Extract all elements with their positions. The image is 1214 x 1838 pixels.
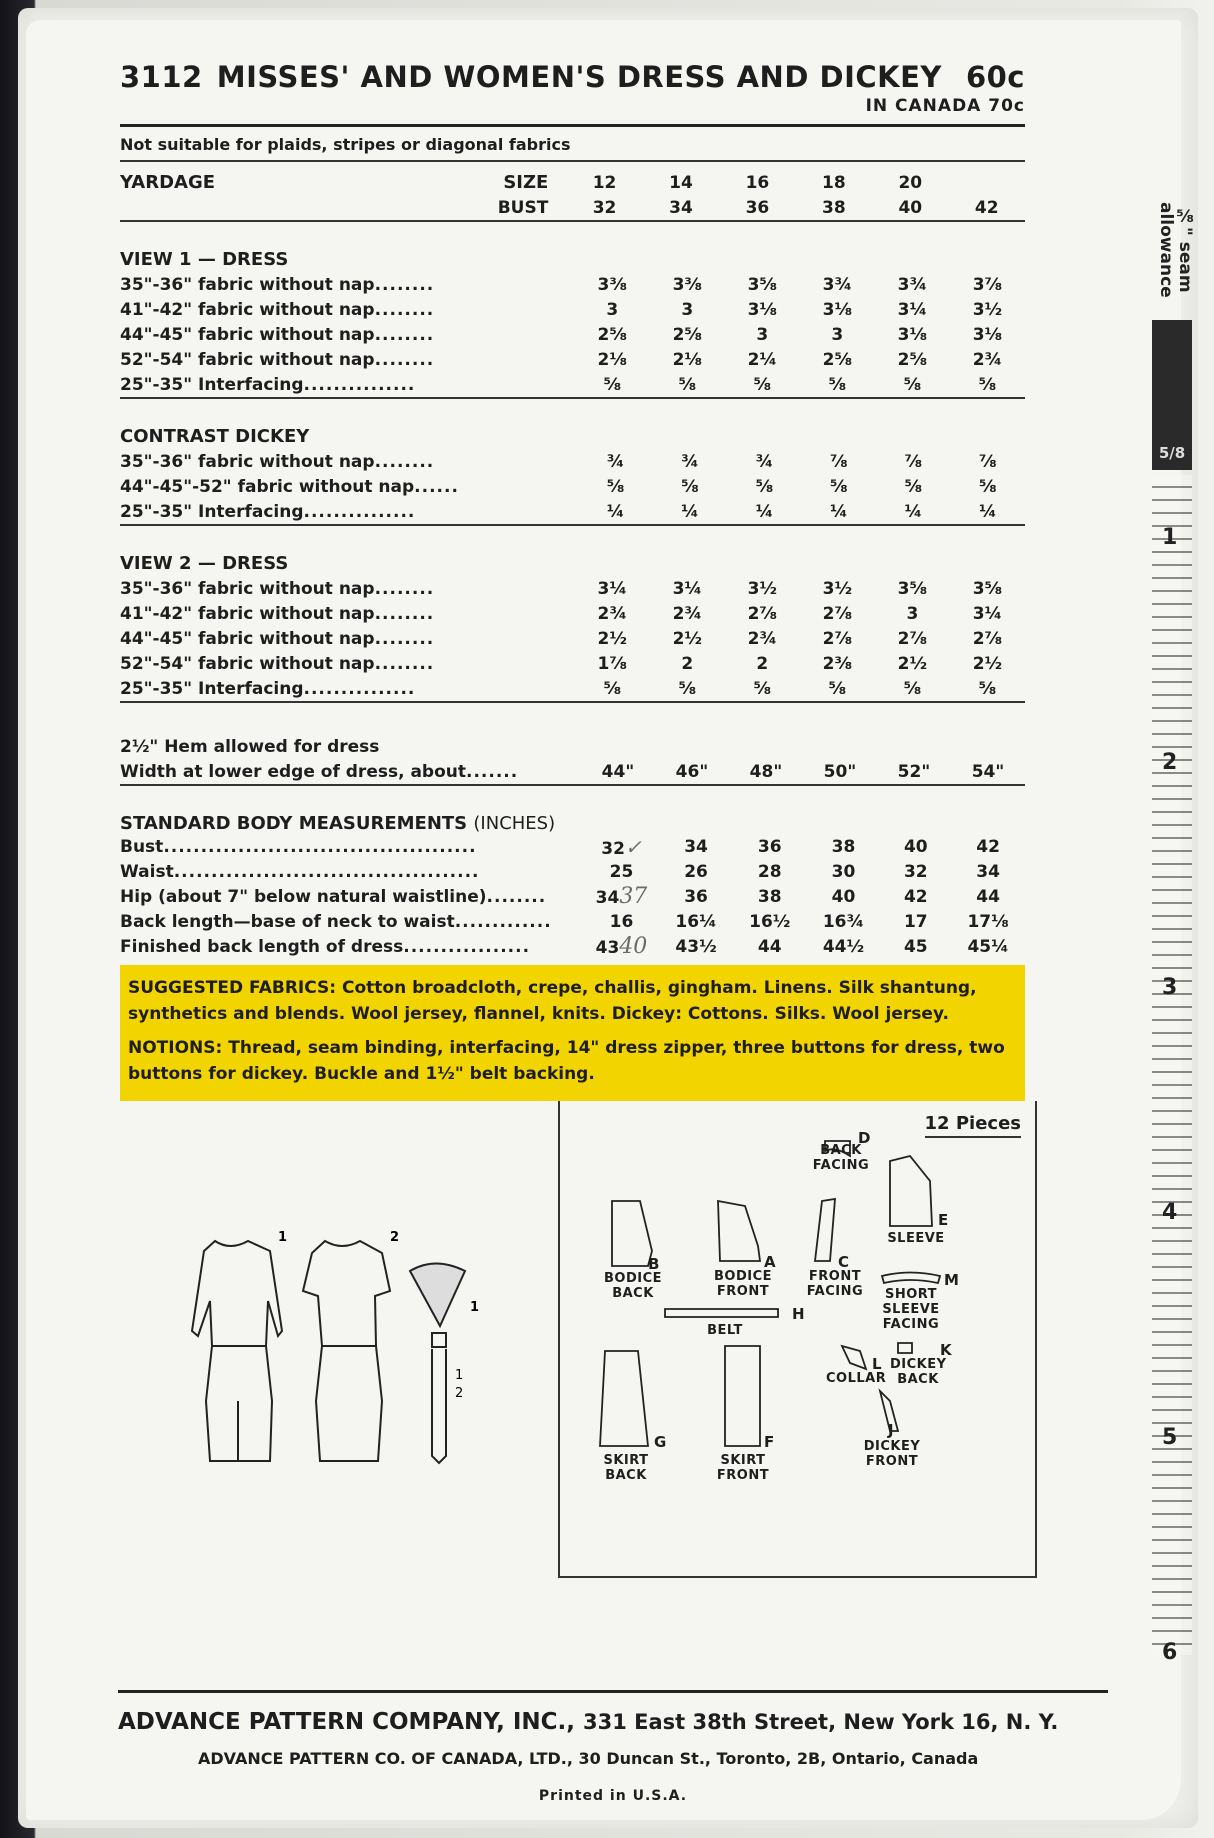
measurement-value: 42 <box>903 886 928 907</box>
measurement-value: 38 <box>757 886 782 907</box>
width-value: 52" <box>897 761 931 782</box>
fabrics-text: Cotton broadcloth, crepe, challis, gingham. Linens. Silk shantung, synthetics and blends. Wool jersey, flannel, knits. Dickey: Cottons. Silks. Wool jersey. <box>128 978 977 1024</box>
measurement-label: Bust <box>120 836 164 857</box>
dickey-heading: CONTRAST DICKEY <box>120 426 310 447</box>
view1-table <box>120 247 1025 424</box>
measurement-value: 34 <box>976 861 1000 882</box>
yardage-value: 3⅛ <box>897 324 928 345</box>
measurement-value: 36 <box>757 836 782 857</box>
piece-label-bodice-back: B BODICE BACK <box>603 1255 662 1301</box>
yardage-value: ¼ <box>904 501 923 522</box>
divider <box>118 1690 1108 1693</box>
yardage-value: ⅝ <box>903 374 922 395</box>
yardage-row: 41"-42" fabric without nap........ 2¾ 2¾ 2⅞ 2⅞ 3 3¼ <box>120 601 1025 626</box>
yardage-value: ⅝ <box>828 678 847 699</box>
fabric-note: Not suitable for plaids, stripes or diagonal fabrics <box>120 135 571 154</box>
measurement-value: 26 <box>684 861 708 882</box>
yardage-row: 44"-45" fabric without nap........ 2½ 2½ 2¾ 2⅞ 2⅞ 2⅞ <box>120 626 1025 651</box>
width-value: 48" <box>749 761 783 782</box>
ruler-mark: 5/8 <box>1158 444 1186 462</box>
yardage-value: ⅝ <box>904 476 923 497</box>
piece-front-facing <box>815 1199 835 1261</box>
piece-skirt-back <box>600 1351 648 1446</box>
yardage-value: 3¾ <box>822 274 853 295</box>
notions-label: NOTIONS: <box>128 1038 223 1058</box>
yardage-value: ¼ <box>830 501 848 522</box>
yardage-value: 2¾ <box>597 603 627 624</box>
belt-view-number: 2 <box>455 1386 464 1401</box>
piece-label-front-facing: C FRONT FACING <box>806 1253 864 1299</box>
row-label: 52"-54" fabric without nap <box>120 653 375 674</box>
measurement-row: Waist......................................... 25 26 28 30 32 34 <box>120 861 1000 882</box>
yardage-value: 3⅝ <box>897 578 928 599</box>
yardage-value: ¼ <box>606 501 625 522</box>
price: 60c <box>965 60 1025 94</box>
piece-label-short-sleeve-facing: M SHORT SLEEVE FACING <box>882 1271 960 1332</box>
measurement-row: Bust.......................................... 32✓ 34 36 38 40 42 <box>120 834 1000 859</box>
measurement-label: Waist <box>120 861 174 882</box>
width-row: Width at lower edge of dress, about....... 44" 46" 48" 50" 52" 54" <box>120 759 1025 785</box>
yardage-value: 3⅜ <box>597 274 627 295</box>
measurement-value: 40 <box>831 886 856 907</box>
yardage-value: ⅝ <box>828 374 847 395</box>
width-label: Width at lower edge of dress, about <box>120 761 467 782</box>
measurement-label: Finished back length of dress <box>120 936 404 957</box>
ruler-black-band <box>1152 320 1192 470</box>
ruler-number: 4 <box>1162 1200 1178 1225</box>
ruler-number: 5 <box>1162 1425 1178 1450</box>
ruler-number: 2 <box>1162 750 1178 775</box>
ruler-number: 6 <box>1162 1640 1178 1665</box>
view2-heading: VIEW 2 — DRESS <box>120 553 289 574</box>
view1-number: 1 <box>278 1230 288 1245</box>
measurement-value: 43 <box>595 938 620 958</box>
measurement-value: 44 <box>757 936 782 957</box>
pattern-title <box>120 60 1025 94</box>
bust-row <box>120 195 1025 221</box>
yardage-value: 2¼ <box>747 349 778 370</box>
yardage-value: 3⅞ <box>972 274 1003 295</box>
bust-value: 40 <box>898 197 923 218</box>
measurement-value: 16½ <box>749 911 791 932</box>
row-label: 44"-45" fabric without nap <box>120 324 375 345</box>
measurements-title: STANDARD BODY MEASUREMENTS <box>120 813 468 834</box>
yardage-value: ⅝ <box>978 678 997 699</box>
view-drawings <box>120 1101 550 1581</box>
yardage-value: 2 <box>681 653 694 674</box>
yardage-value: 2¾ <box>747 628 778 649</box>
yardage-value: 3¼ <box>897 299 928 320</box>
yardage-value: ¼ <box>681 501 699 522</box>
measurement-row: Back length—base of neck to waist............. 16 16¼ 16½ 16¾ 17 17⅛ <box>120 911 1009 932</box>
yardage-value: 3 <box>756 324 769 345</box>
hem-allowance: 2½" Hem allowed for dress <box>120 736 380 757</box>
measurement-row: Finished back length of dress................. 4340 43½ 44 44½ 45 45¼ <box>120 934 1009 959</box>
yardage-value: 3 <box>606 299 619 320</box>
size-value: 14 <box>669 172 693 193</box>
row-label: 52"-54" fabric without nap <box>120 349 375 370</box>
row-label: 25"-35" Interfacing <box>120 501 304 522</box>
canada-company: ADVANCE PATTERN CO. OF CANADA, LTD., 30 Duncan St., Toronto, 2B, Ontario, Canada <box>198 1749 979 1768</box>
yardage-value: ¼ <box>755 501 774 522</box>
row-label: 25"-35" Interfacing <box>120 678 304 699</box>
yardage-label: YARDAGE <box>120 172 216 193</box>
yardage-value: ⅝ <box>603 678 622 699</box>
piece-belt <box>665 1309 778 1317</box>
yardage-value: 3¼ <box>972 603 1003 624</box>
yardage-value: 3¼ <box>672 578 702 599</box>
piece-sleeve <box>890 1156 932 1226</box>
pieces-drawing <box>560 1101 1035 1576</box>
measurement-value: 44½ <box>822 936 865 957</box>
notions-text: Thread, seam binding, interfacing, 14" dress zipper, three buttons for dress, two buttons for dickey. Buckle and 1½" belt backing. <box>128 1038 1005 1084</box>
yardage-value: ⅞ <box>830 451 848 472</box>
size-row <box>120 162 1025 195</box>
dickey-table <box>120 424 1025 551</box>
yardage-row: 35"-36" fabric without nap........ ¾ ¾ ¾ ⅞ ⅞ ⅞ <box>120 449 1025 474</box>
size-value <box>949 162 1025 195</box>
yardage-value: ¾ <box>755 451 774 472</box>
yardage-value: 3½ <box>972 299 1003 320</box>
view1-heading: VIEW 1 — DRESS <box>120 249 289 270</box>
piece-label-skirt-front: F SKIRT FRONT <box>716 1433 775 1483</box>
measurement-value: 25 <box>609 861 634 882</box>
handwritten-note: 37 <box>619 884 648 909</box>
yardage-value: 2½ <box>897 653 928 674</box>
measurements-heading <box>120 811 1025 834</box>
yardage-value: 3 <box>681 299 694 320</box>
row-label: 35"-36" fabric without nap <box>120 578 375 599</box>
measurements-grid <box>120 834 1025 959</box>
yardage-value: 2⅞ <box>897 628 928 649</box>
yardage-value: 3 <box>906 603 919 624</box>
yardage-value: ¾ <box>606 451 625 472</box>
handwritten-note: ✓ <box>624 834 642 859</box>
measurement-value: 17 <box>903 911 928 932</box>
bust-value: 34 <box>669 197 693 218</box>
width-value: 44" <box>601 761 635 782</box>
measurement-value: 32 <box>601 838 625 859</box>
measurement-label: Back length—base of neck to waist <box>120 911 455 932</box>
piece-label-bodice-front: A BODICE FRONT <box>713 1253 777 1299</box>
yardage-row: 52"-54" fabric without nap........ 2⅛ 2⅛ 2¼ 2⅝ 2⅝ 2¾ <box>120 347 1025 372</box>
handwritten-note: 40 <box>619 934 648 959</box>
row-label: 41"-42" fabric without nap <box>120 299 375 320</box>
yardage-row: 25"-35" Interfacing............... ⅝ ⅝ ⅝ ⅝ ⅝ ⅝ <box>120 676 1025 702</box>
yardage-value: ¾ <box>681 451 699 472</box>
measurement-label: Hip (about 7" below natural waistline) <box>120 886 487 907</box>
yardage-value: ⅝ <box>678 678 697 699</box>
view2-table <box>120 551 1025 728</box>
yardage-value: 2⅛ <box>672 349 702 370</box>
seam-allowance-label: ⅝" seam allowance <box>1156 202 1195 298</box>
measurement-value: 34 <box>684 836 708 857</box>
yardage-value: 3¾ <box>897 274 928 295</box>
width-value: 46" <box>675 761 709 782</box>
yardage-value: ¼ <box>978 501 997 522</box>
yardage-row: 41"-42" fabric without nap........ 3 3 3⅛ 3⅛ 3¼ 3½ <box>120 297 1025 322</box>
yardage-value: ⅝ <box>755 476 774 497</box>
row-label: 44"-45" fabric without nap <box>120 628 375 649</box>
yardage-value: ⅝ <box>978 476 997 497</box>
measurement-value: 28 <box>757 861 782 882</box>
yardage-value: 3⅛ <box>822 299 853 320</box>
yardage-value: ⅞ <box>978 451 997 472</box>
pattern-pieces-box <box>558 1101 1037 1578</box>
ruler-scale <box>1152 475 1192 1655</box>
measurement-value: 32 <box>903 861 928 882</box>
yardage-row: 44"-45" fabric without nap........ 2⅝ 2⅝ 3 3 3⅛ 3⅛ <box>120 322 1025 347</box>
seam-ruler <box>1148 180 1195 1665</box>
yardage-value: 3½ <box>747 578 778 599</box>
yardage-value: ⅝ <box>603 374 622 395</box>
yardage-value: 2⅞ <box>822 603 853 624</box>
footer <box>118 1690 1108 1804</box>
piece-label-dickey-back: K DICKEY BACK <box>890 1341 953 1387</box>
yardage-row: 25"-35" Interfacing............... ¼ ¼ ¼ ¼ ¼ ¼ <box>120 499 1025 525</box>
yardage-value: 2⅝ <box>822 349 853 370</box>
pattern-number: 3112 <box>120 60 203 94</box>
yardage-value: 2⅛ <box>597 349 627 370</box>
piece-label-dickey-front: J DICKEY FRONT <box>863 1421 921 1469</box>
yardage-value: 2½ <box>972 653 1003 674</box>
measurement-row: Hip (about 7" below natural waistline)........ 3437 36 38 40 42 44 <box>120 884 1000 909</box>
measurements-unit: (INCHES) <box>473 813 556 834</box>
company-address: 331 East 38th Street, New York 16, N. Y. <box>583 1710 1059 1734</box>
title-text: MISSES' AND WOMEN'S DRESS AND DICKEY <box>216 60 942 94</box>
yardage-sections <box>120 247 1025 728</box>
dickey-drawing <box>410 1264 465 1327</box>
piece-label-back-facing: D BACK FACING <box>812 1129 871 1173</box>
company-line <box>118 1709 1108 1735</box>
ruler-number: 1 <box>1162 525 1178 550</box>
yardage-value: ⅝ <box>830 476 848 497</box>
yardage-value: ⅝ <box>681 476 699 497</box>
piece-skirt-front <box>725 1346 760 1446</box>
size-label: SIZE <box>503 172 549 193</box>
piece-collar <box>842 1346 866 1369</box>
yardage-value: 3⅝ <box>972 578 1003 599</box>
yardage-value: 3½ <box>822 578 853 599</box>
width-value: 50" <box>823 761 857 782</box>
bust-value: 36 <box>745 197 770 218</box>
belt-drawing <box>432 1333 446 1463</box>
dickey-view-number: 1 <box>470 1300 480 1315</box>
yardage-value: 2½ <box>597 628 627 649</box>
measurement-value: 30 <box>831 861 856 882</box>
piece-label-sleeve: E SLEEVE <box>887 1211 949 1246</box>
view2-dress-drawing <box>303 1241 390 1461</box>
size-value: 18 <box>822 172 846 193</box>
piece-bodice-back <box>612 1201 652 1266</box>
row-label: 41"-42" fabric without nap <box>120 603 375 624</box>
yardage-value: ⅝ <box>606 476 625 497</box>
size-value: 12 <box>592 172 617 193</box>
yardage-value: ⅝ <box>903 678 922 699</box>
bust-label: BUST <box>497 197 549 218</box>
yardage-value: 2 <box>756 653 769 674</box>
yardage-value: ⅞ <box>904 451 923 472</box>
yardage-value: ⅝ <box>753 678 772 699</box>
yardage-value: 2⅜ <box>822 653 853 674</box>
measurement-value: 16 <box>609 911 634 932</box>
yardage-value: 1⅞ <box>597 653 627 674</box>
yardage-value: 3⅛ <box>747 299 778 320</box>
pattern-back-content <box>120 60 1025 1581</box>
yardage-row: 35"-36" fabric without nap........ 3¼ 3¼ 3½ 3½ 3⅝ 3⅝ <box>120 576 1025 601</box>
yardage-value: 2¾ <box>972 349 1003 370</box>
yardage-value: 3 <box>831 324 844 345</box>
measurement-value: 16¾ <box>822 911 865 932</box>
size-value: 20 <box>898 172 923 193</box>
yardage-value: 2¾ <box>672 603 702 624</box>
yardage-value: 2½ <box>672 628 702 649</box>
yardage-value: ⅝ <box>978 374 997 395</box>
pieces-count: 12 Pieces <box>925 1113 1021 1138</box>
yardage-value: 2⅞ <box>822 628 853 649</box>
yardage-row: 44"-45"-52" fabric without nap...... ⅝ ⅝ ⅝ ⅝ ⅝ ⅝ <box>120 474 1025 499</box>
company-name: ADVANCE PATTERN COMPANY, INC., <box>118 1709 575 1735</box>
measurement-value: 44 <box>976 886 1000 907</box>
yardage-value: 2⅝ <box>672 324 702 345</box>
size-value: 16 <box>745 172 770 193</box>
yardage-value: 3⅛ <box>972 324 1003 345</box>
yardage-value: 2⅝ <box>597 324 627 345</box>
illustrations-area <box>120 1101 1025 1581</box>
yardage-value: 3¼ <box>597 578 627 599</box>
width-value: 54" <box>971 761 1005 782</box>
measurement-value: 42 <box>976 836 1000 857</box>
fabrics-label: SUGGESTED FABRICS: <box>128 978 337 998</box>
printed-in: Printed in U.S.A. <box>538 1788 688 1804</box>
yardage-row: 35"-36" fabric without nap........ 3⅜ 3⅜ 3⅝ 3¾ 3¾ 3⅞ <box>120 272 1025 297</box>
yardage-value: ⅝ <box>678 374 697 395</box>
piece-bodice-front <box>718 1201 760 1261</box>
measurements-table <box>120 834 1025 959</box>
bust-value: 38 <box>822 197 846 218</box>
bust-value: 32 <box>592 197 617 218</box>
measurement-value: 36 <box>684 886 708 907</box>
yardage-table <box>120 162 1025 247</box>
piece-short-sleeve-facing <box>882 1273 940 1284</box>
ruler-number: 3 <box>1162 975 1178 1000</box>
measurement-value: 45¼ <box>967 936 1009 957</box>
piece-dickey-back <box>898 1343 912 1353</box>
yardage-row: 52"-54" fabric without nap........ 1⅞ 2 2 2⅜ 2½ 2½ <box>120 651 1025 676</box>
bust-value: 42 <box>974 197 999 218</box>
view2-number: 2 <box>390 1230 400 1245</box>
yardage-value: ⅝ <box>753 374 772 395</box>
canada-price: IN CANADA 70c <box>865 96 1025 116</box>
measurement-value: 43½ <box>675 936 717 957</box>
piece-label-belt: H BELT <box>707 1305 806 1338</box>
belt-view-number: 1 <box>455 1368 464 1383</box>
row-label: 44"-45"-52" fabric without nap <box>120 476 415 497</box>
fabrics-notions-box <box>120 965 1025 1101</box>
measurement-value: 17⅛ <box>967 911 1009 932</box>
measurement-value: 16¼ <box>675 911 717 932</box>
yardage-value: 3⅜ <box>672 274 702 295</box>
measurement-value: 38 <box>831 836 856 857</box>
yardage-value: 3⅝ <box>747 274 778 295</box>
piece-label-skirt-back: G SKIRT BACK <box>603 1433 667 1483</box>
yardage-value: 2⅝ <box>897 349 928 370</box>
measurement-value: 40 <box>903 836 928 857</box>
measurement-value: 45 <box>903 936 928 957</box>
measurement-value: 34 <box>595 888 620 908</box>
hem-table <box>120 728 1025 811</box>
view1-dress-drawing <box>192 1241 282 1461</box>
row-label: 35"-36" fabric without nap <box>120 274 375 295</box>
yardage-value: 2⅞ <box>747 603 778 624</box>
piece-label-collar: L COLLAR <box>826 1355 887 1386</box>
row-label: 35"-36" fabric without nap <box>120 451 375 472</box>
row-label: 25"-35" Interfacing <box>120 374 304 395</box>
yardage-value: 2⅞ <box>972 628 1003 649</box>
yardage-row: 25"-35" Interfacing............... ⅝ ⅝ ⅝ ⅝ ⅝ ⅝ <box>120 372 1025 398</box>
